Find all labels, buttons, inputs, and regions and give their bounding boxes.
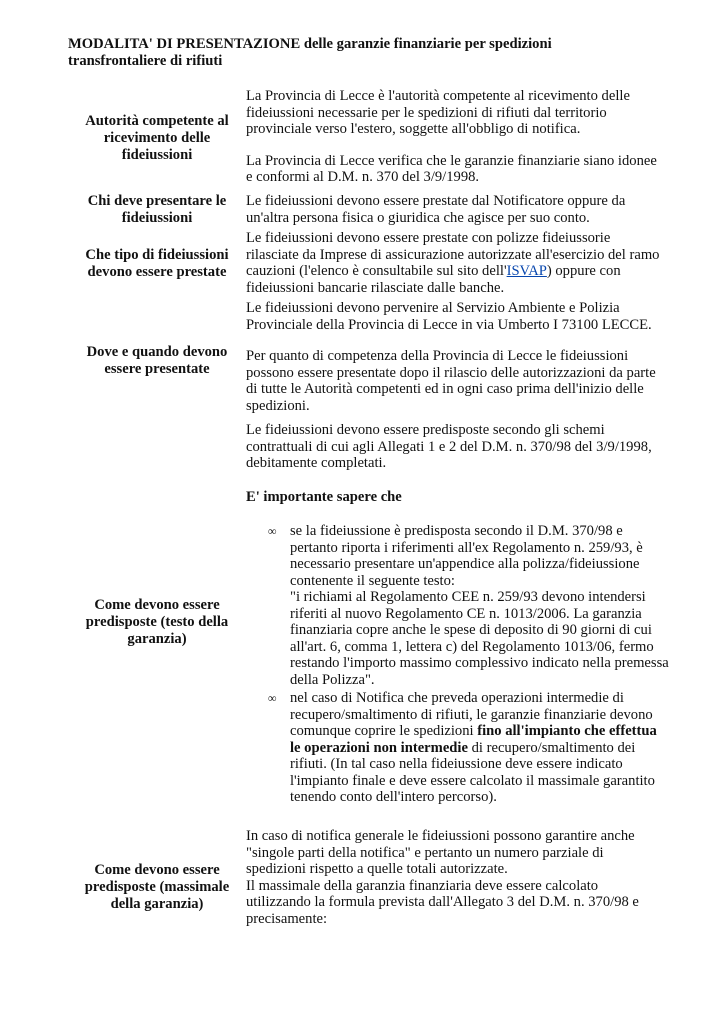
bullet-text	[290, 690, 670, 806]
row-label-text-guarantee: Come devono essere predisposte (testo della garanzia)	[85, 597, 229, 647]
page-title	[68, 36, 668, 70]
isvap-link[interactable]: ISVAP	[506, 263, 547, 279]
paragraph: La Provincia di Lecce verifica che le garanzie finanziarie siano idonee e conformi al D.M. n. 370 del 3/9/1998.	[246, 152, 657, 185]
row-label-maximum: Come devono essere predisposte (massimale della garanzia)	[84, 862, 230, 912]
paragraph: In caso di notifica generale le fideiussioni possono garantire anche "singole parti della notifica" e pertanto un numero parziale di spedizioni rispetto a quelle totali autorizzate.	[246, 828, 635, 877]
row-content-who	[246, 193, 666, 226]
bullet-text-part: nel caso di Notifica che preveda operazioni intermedie di recupero/smaltimento di rifiuti, le garanzie finanziarie devono comunque coprire le spedizioni	[290, 690, 653, 739]
paragraph	[246, 230, 666, 296]
infinity-bullet-icon: ∞	[268, 524, 277, 538]
paragraph: La Provincia di Lecce è l'autorità competente al ricevimento delle fideiussioni necessarie per le spedizioni di rifiuti dal territorio provinciale verso l'estero, soggette all'obbligo di notifica.	[246, 88, 630, 137]
list-item	[268, 523, 670, 688]
paragraph: Per quanto di competenza della Provincia di Lecce le fideiussioni possono essere presentate dopo il rilascio delle autorizzazioni da parte di tutte le Autorità competenti ed in ogni caso prima dell'inizio delle spedizioni.	[246, 348, 656, 414]
row-content-type	[246, 230, 666, 296]
row-content-where-when	[246, 300, 666, 414]
bullet-text: se la fideiussione è predisposta secondo il D.M. 370/98 e pertanto riporta i riferimenti all'ex Regolamento n. 259/93, è necessario presentare un'appendice alla polizza/fideiussione contenente il seguente testo:	[290, 523, 643, 589]
bullet-text-part: di recupero/smaltimento dei rifiuti. (In tal caso nella fideiussione deve essere indicato l'impianto finale e deve essere calcolato il massimale garantito tenendo conto dell'intero percorso).	[290, 739, 655, 805]
paragraph: Le fideiussioni devono essere predisposte secondo gli schemi contrattuali di cui agli Allegati 1 e 2 del D.M. n. 370/98 del 3/9/1998, debitamente completati.	[246, 422, 652, 471]
page-title-line2: transfrontaliere di rifiuti	[68, 53, 223, 69]
row-label-type: Che tipo di fideiussioni devono essere prestate	[85, 247, 229, 280]
infinity-bullet-icon: ∞	[268, 691, 277, 705]
bullet-text-bold: fino all'impianto che effettua le operazioni non intermedie	[290, 723, 657, 756]
text-after-link: ) oppure con fideiussioni bancarie rilasciate dalle banche.	[246, 263, 621, 296]
row-content-text-guarantee-intro	[246, 422, 666, 472]
row-content-authority	[246, 88, 666, 186]
paragraph: Le fideiussioni devono pervenire al Servizio Ambiente e Polizia Provinciale della Provincia di Lecce in via Umberto I 73100 LECCE.	[246, 300, 652, 333]
row-label-authority: Autorità competente al ricevimento delle fideiussioni	[85, 113, 229, 163]
bullet-quote: "i richiami al Regolamento CEE n. 259/93 devono intendersi riferiti al nuovo Regolamento CE n. 1013/2006. La garanzia finanziaria copre anche le spese di deposito di 90 giorni di cui all'art. 6, comma 1, lettera c) del Regolamento 1013/06, fermo restando l'importo massimo complessivo indicato nella premessa della Polizza".	[290, 589, 669, 688]
page-title-line1: MODALITA' DI PRESENTAZIONE delle garanzie finanziarie per spedizioni	[68, 36, 552, 52]
row-label-who: Chi deve presentare le fideiussioni	[87, 193, 227, 226]
row-label-where-when: Dove e quando devono essere presentate	[86, 344, 228, 377]
text-before-link: Le fideiussioni devono essere prestate con polizze fideiussorie rilasciate da Imprese di assicurazione autorizzate all'esercizio del ramo cauzioni (l'elenco è consultabile sul sito dell'	[246, 230, 660, 279]
row-content-maximum	[246, 828, 666, 927]
list-item	[268, 690, 670, 806]
bullet-list	[268, 523, 670, 806]
paragraph: Il massimale della garanzia finanziaria deve essere calcolato utilizzando la formula prevista dall'Allegato 3 del D.M. n. 370/98 e precisamente:	[246, 877, 639, 927]
important-heading: E' importante sapere che	[246, 489, 402, 505]
paragraph: Le fideiussioni devono essere prestate dal Notificatore oppure da un'altra persona fisica o giuridica che agisce per suo conto.	[246, 193, 626, 226]
